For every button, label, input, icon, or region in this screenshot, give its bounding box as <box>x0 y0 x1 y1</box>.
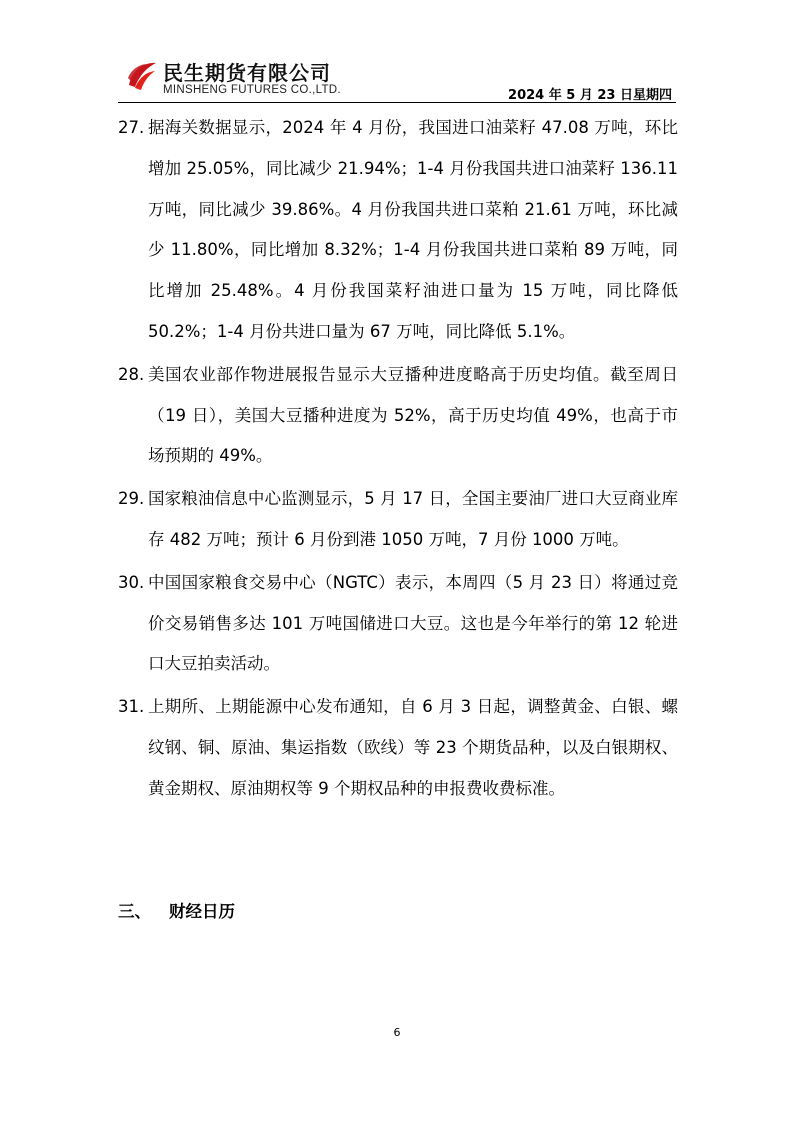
header-divider <box>118 102 676 103</box>
news-item <box>118 687 678 809</box>
item-number: 31. <box>118 697 145 717</box>
item-number: 28. <box>118 364 145 384</box>
news-item <box>118 563 678 685</box>
news-item <box>118 108 678 353</box>
company-name-en: MINSHENG FUTURES CO.,LTD. <box>163 84 341 96</box>
section-heading <box>118 898 235 922</box>
item-number: 29. <box>118 489 145 509</box>
item-text: 据海关数据显示，2024 年 4 月份，我国进口油菜籽 47.08 万吨，环比增加 25.05%，同比减少 21.94%；1-4 月份我国共进口油菜籽 136.11 万吨，同比减少 39.86%。4 月份我国共进口菜粕 21.61 万吨，环比减少 11.80%，同比增加 8.32%；1-4 月份我国共进口菜粕 89 万吨，同比增加 25.48%。4 月份我国菜籽油进口量为 15 万吨，同比降低 50.2%；1-4 月份共进口量为 67 万吨，同比降低 5.1%。 <box>148 118 678 341</box>
item-number: 27. <box>118 118 145 137</box>
company-name-cn: 民生期货有限公司 <box>163 61 331 85</box>
report-date: 2024 年 5 月 23 日星期四 <box>508 88 672 103</box>
minsheng-logo-icon <box>126 58 158 92</box>
news-item <box>118 479 678 561</box>
item-text: 中国国家粮食交易中心（NGTC）表示，本周四（5 月 23 日）将通过竞价交易销售多达 101 万吨国储进口大豆。这也是今年举行的第 12 轮进口大豆拍卖活动。 <box>148 572 678 674</box>
section-number: 三、 <box>118 902 151 921</box>
item-number: 30. <box>118 572 145 592</box>
section-title: 财经日历 <box>169 902 235 921</box>
item-text: 国家粮油信息中心监测显示，5 月 17 日，全国主要油厂进口大豆商业库存 482 万吨；预计 6 月份到港 1050 万吨，7 月份 1000 万吨。 <box>148 489 678 549</box>
news-list <box>118 108 678 812</box>
page-header <box>118 48 676 104</box>
item-text: 美国农业部作物进展报告显示大豆播种进度略高于历史均值。截至周日（19 日），美国大豆播种进度为 52%，高于历史均值 49%，也高于市场预期的 49%。 <box>148 364 678 466</box>
news-item <box>118 355 678 477</box>
item-text: 上期所、上期能源中心发布通知，自 6 月 3 日起，调整黄金、白银、螺纹钢、铜、原油、集运指数（欧线）等 23 个期货品种，以及白银期权、黄金期权、原油期权等 9 个期权品种的申报费收费标准。 <box>148 697 678 798</box>
page-number: 6 <box>393 1026 401 1039</box>
